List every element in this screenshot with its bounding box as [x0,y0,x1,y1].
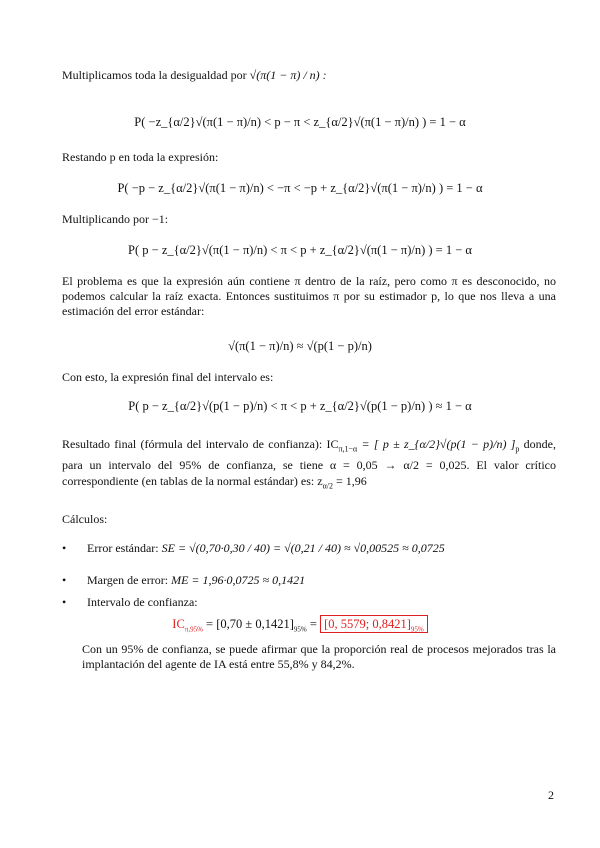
ci-result-box: [0, 5579; $0,8421]_{95\%}$ [320,615,428,633]
bullet-icon: • [62,595,67,609]
para-resultado-final: Resultado final (fórmula del intervalo de confianza): $IC_{\pi,1-\alpha}$ = [ p ± z_{α/2}√(p(1 − p)/n) ]$_p$ donde, para un intervalo del 95% de confianza, se tiene α = 0,05 → α/2 = 0,025. El valor crítico correspondiente (en tablas de la normal estándar) es: $z_{\alpha/2} = 1,96$ [62,437,556,491]
ci-result-line: $IC_{\pi,95\%} = [0,70 \pm 0,1421]_{95\%} = [0$, 5579; $0,8421]_{95\%}$ [0,614,600,640]
para-con-esto: Con esto, la expresión final del intervalo es: [62,370,274,384]
page-number: 2 [548,788,554,802]
para-restando: Restando p en toda la expresión: [62,150,219,164]
equation-2: P( −p − z_{α/2}√(π(1 − π)/n) < −π < −p + z_{α/2}√(π(1 − π)/n) ) = 1 − α [117,181,483,195]
equation-5: P( p − z_{α/2}√(p(1 − p)/n) < π < p + z_{α/2}√(p(1 − p)/n) ) ≈ 1 − α [128,399,472,413]
equation-4: √(π(1 − π)/n) ≈ √(p(1 − p)/n) [228,339,372,353]
para-calculos: Cálculos: [62,512,108,526]
bullet-intervalo: • Intervalo de confianza: [62,595,198,609]
equation-3: P( p − z_{α/2}√(π(1 − π)/n) < π < p + z_{α/2}√(π(1 − π)/n) ) = 1 − α [128,243,472,257]
para-problema: El problema es que la expresión aún contiene π dentro de la raíz, pero como π es desconocido, no podemos calcular la raíz exacta. Entonces sustituimos π por su estimador p, lo que nos lleva a una estimación del error estándar: [62,274,556,318]
bullet-margen-error: • Margen de error: ME = 1,96·0,0725 ≈ 0,1421 [62,573,306,587]
para-conclusion: Con un 95% de confianza, se puede afirmar que la proporción real de procesos mejorados tras la implantación del agente de IA está entre 55,8% y 84,2%. [82,642,556,671]
ci-formula: = [ p ± z_{α/2}√(p(1 − p)/n) ] [361,437,516,451]
para-multiplicamos: Multiplicamos toda la desigualdad por √(π(1 − π) / n) : [62,68,327,82]
bullet-error-estandar: • Error estándar: SE = √(0,70·0,30 / 40) = √(0,21 / 40) ≈ √0,00525 ≈ 0,0725 [62,541,445,555]
factor-expression: √(π(1 − π) / n) : [249,68,327,82]
para-multiplicando: Multiplicando por −1: [62,212,169,226]
bullet-icon: • [62,573,67,587]
equation-1: P( −z_{α/2}√(π(1 − π)/n) < p − π < z_{α/2}√(π(1 − π)/n) ) = 1 − α [134,115,466,129]
bullet-icon: • [62,541,67,555]
